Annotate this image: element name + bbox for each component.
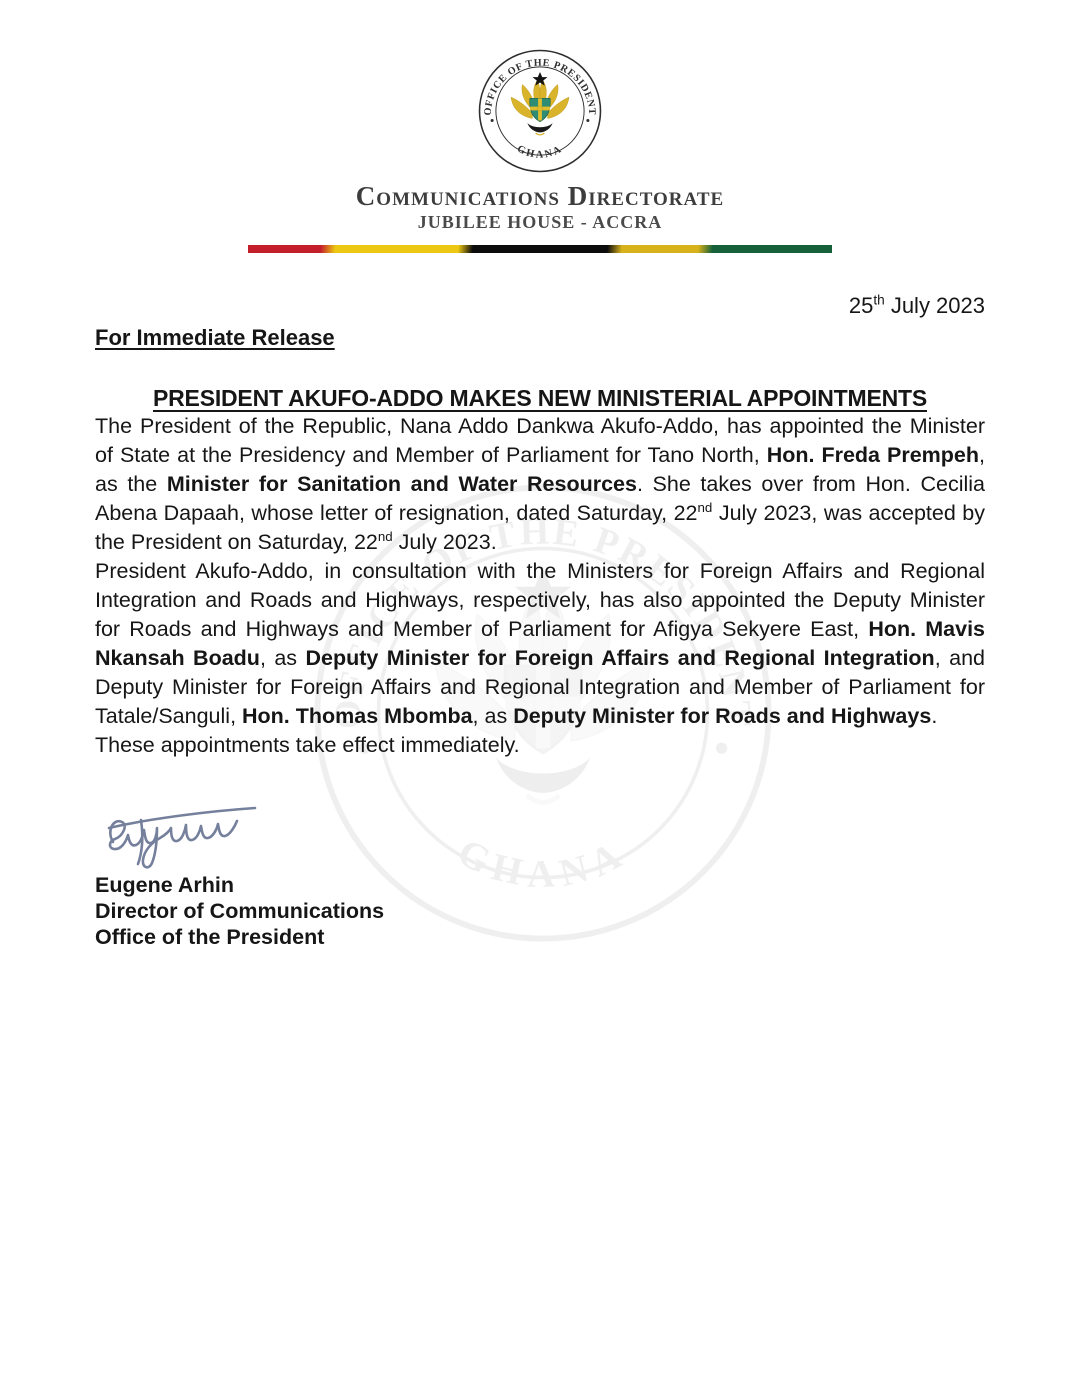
letterhead xyxy=(0,0,1080,253)
signatory-title: Director of Communications xyxy=(95,899,385,924)
ghana-flag-divider xyxy=(248,245,832,253)
org-name: Communications Directorate xyxy=(355,181,725,211)
signatory-name: Eugene Arhin xyxy=(95,873,234,898)
paragraph-appointment-prempeh: The President of the Republic, Nana Addo Dankwa Akufo-Addo, has appointed the Minister of State at the Presidency and Member of Parliament for Tano North, Hon. Freda Prempeh, as the Minister for Sanitation and Water Resources. She takes over from Hon. Cecilia Abena Dapaah, whose letter of resignation, dated Saturday, 22nd July 2023, was accepted by the President on Saturday, 22nd July 2023. xyxy=(95,414,986,555)
release-label: For Immediate Release xyxy=(95,325,335,351)
signature-block xyxy=(95,800,985,950)
handwritten-signature xyxy=(97,800,287,870)
org-address: JUBILEE HOUSE - ACCRA xyxy=(417,212,663,233)
signatory-office: Office of the President xyxy=(95,925,325,950)
presidential-seal-logo xyxy=(477,48,603,174)
paragraph-deputy-ministers: President Akufo-Addo, in consultation with the Ministers for Foreign Affairs and Regional Integration and Roads and Highways, respectively, has also appointed the Deputy Minister for Roads and Highways and Member of Parliament for Afigya Sekyere East, Hon. Mavis Nkansah Boadu, as Deputy Minister for Foreign Affairs and Regional Integration, and Deputy Minister for Foreign Affairs and Regional Integration and Member of Parliament for Tatale/Sanguli, Hon. Thomas Mbomba, as Deputy Minister for Roads and Highways. xyxy=(95,559,986,729)
date-line: 25th July 2023 xyxy=(848,293,985,319)
paragraph-effective-date: These appointments take effect immediately. xyxy=(95,733,520,758)
document-body xyxy=(0,293,1080,950)
headline: PRESIDENT AKUFO-ADDO MAKES NEW MINISTERIAL APPOINTMENTS xyxy=(153,385,927,412)
